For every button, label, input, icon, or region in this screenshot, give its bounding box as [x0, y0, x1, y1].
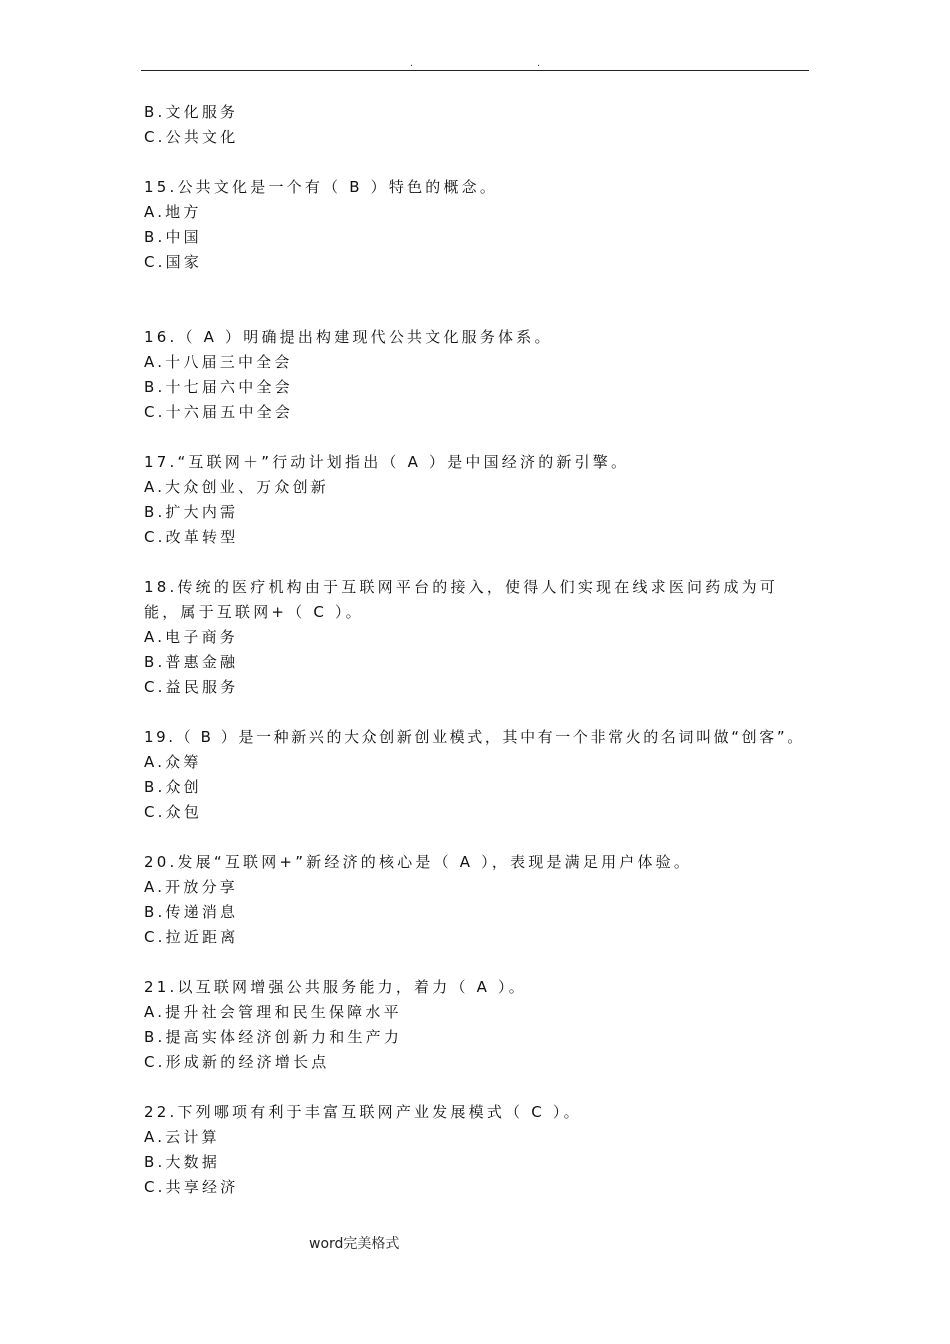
option: B.提高实体经济创新力和生产力 — [144, 1028, 403, 1046]
option: B.扩大内需 — [144, 503, 239, 521]
option: A.电子商务 — [144, 628, 238, 646]
page-footer: word完美格式 — [309, 1236, 400, 1252]
option: B.中国 — [144, 228, 202, 246]
option: C.形成新的经济增长点 — [144, 1053, 330, 1071]
header-dot-left: . — [410, 58, 414, 69]
question-text: 18.传统的医疗机构由于互联网平台的接入，使得人们实现在线求医问药成为可能，属于互联网+（ C ）。 — [144, 578, 779, 621]
option: A.开放分享 — [144, 878, 238, 896]
option: B.大数据 — [144, 1153, 221, 1171]
question-20 — [144, 850, 812, 950]
option: A.众筹 — [144, 753, 202, 771]
option: C.共享经济 — [144, 1178, 239, 1196]
question-18 — [144, 575, 812, 700]
question-text: 22.下列哪项有利于丰富互联网产业发展模式（ C ）。 — [144, 1103, 582, 1121]
continued-options — [144, 100, 812, 150]
option: C.十六届五中全会 — [144, 403, 294, 421]
option: A.十八届三中全会 — [144, 353, 293, 371]
question-19 — [144, 725, 812, 825]
document-body — [144, 100, 812, 1200]
option: A.提升社会管理和民生保障水平 — [144, 1003, 402, 1021]
option: B.普惠金融 — [144, 653, 239, 671]
option: B.文化服务 — [144, 103, 239, 121]
option: B.十七届六中全会 — [144, 378, 293, 396]
header-dot-right: . — [537, 58, 541, 69]
option: A.大众创业、万众创新 — [144, 478, 329, 496]
option: C.公共文化 — [144, 128, 239, 146]
option: B.传递消息 — [144, 903, 239, 921]
question-21 — [144, 975, 812, 1075]
question-22 — [144, 1100, 812, 1200]
option: C.国家 — [144, 253, 203, 271]
question-text: 15.公共文化是一个有（ B ）特色的概念。 — [144, 178, 499, 196]
option: B.众创 — [144, 778, 202, 796]
question-15 — [144, 175, 812, 275]
option: A.地方 — [144, 203, 202, 221]
option: C.拉近距离 — [144, 928, 239, 946]
question-16 — [144, 325, 812, 425]
question-text: 19.（ B ）是一种新兴的大众创新创业模式，其中有一个非常火的名词叫做“创客”。 — [144, 728, 805, 746]
option: C.改革转型 — [144, 528, 239, 546]
question-text: 16.（ A ）明确提出构建现代公共文化服务体系。 — [144, 328, 553, 346]
option: A.云计算 — [144, 1128, 220, 1146]
question-text: 17.“互联网＋”行动计划指出（ A ）是中国经济的新引擎。 — [144, 453, 630, 471]
question-text: 21.以互联网增强公共服务能力，着力（ A ）。 — [144, 978, 527, 996]
question-text: 20.发展“互联网+”新经济的核心是（ A ），表现是满足用户体验。 — [144, 853, 693, 871]
option: C.益民服务 — [144, 678, 239, 696]
header-rule — [141, 70, 809, 71]
option: C.众包 — [144, 803, 203, 821]
question-17 — [144, 450, 812, 550]
